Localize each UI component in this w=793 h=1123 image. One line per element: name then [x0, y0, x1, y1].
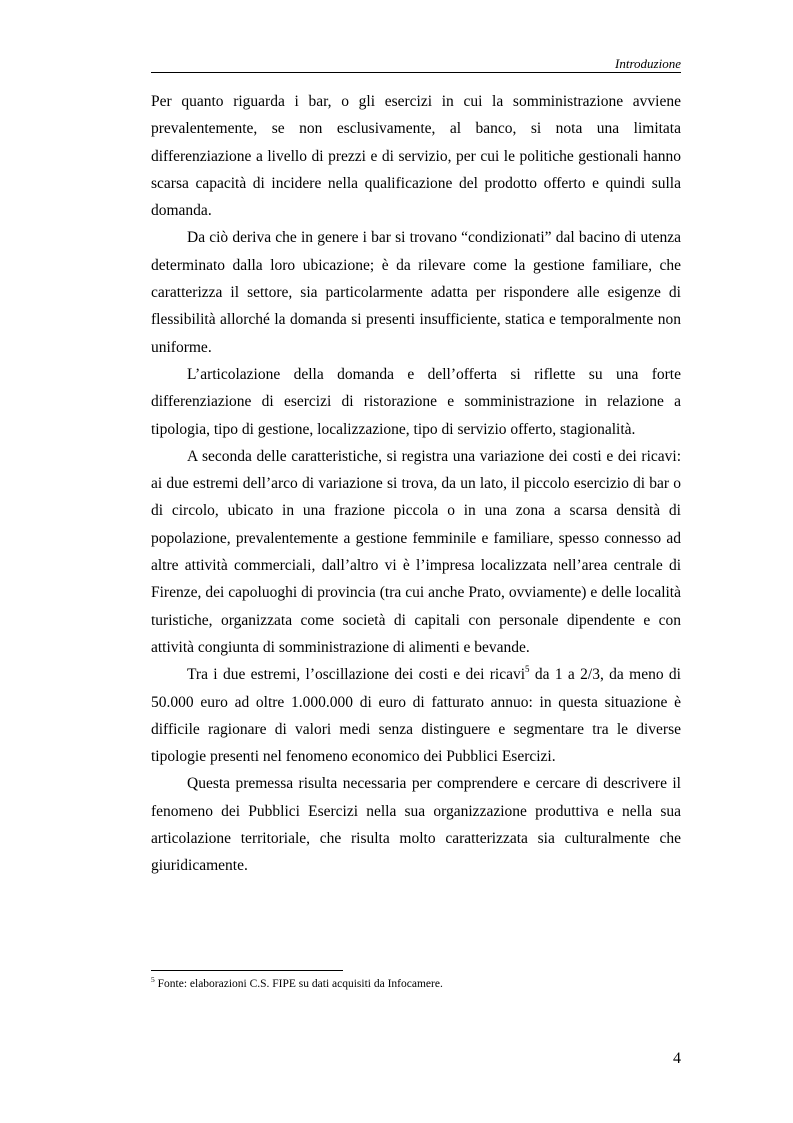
paragraph-4: A seconda delle caratteristiche, si registra una variazione dei costi e dei ricavi: ai due estremi dell’arco di variazione si trova, da un lato, il piccolo esercizio di bar o di circolo, ubicato in una frazione piccola o in una zona a scarsa densità di popolazione, prevalentemente a gestione femminile e familiare, spesso connesso ad altre attività commerciali, dall’altro vi è l’impresa localizzata nell’area centrale di Firenze, dei capoluoghi di provincia (tra cui anche Prato, ovviamente) e delle località turistiche, organizzata come società di capitali con personale dipendente e con attività congiunta di somministrazione di alimenti e bevande.: [151, 447, 681, 656]
footnote-text: Fonte: elaborazioni C.S. FIPE su dati acquisiti da Infocamere.: [154, 978, 443, 990]
header-rule: [151, 72, 681, 73]
footnote-reference[interactable]: 5: [525, 664, 530, 675]
footnote-separator: [151, 970, 343, 971]
paragraph-5: [151, 661, 681, 770]
paragraph-1: Per quanto riguarda i bar, o gli esercizi in cui la somministrazione avviene prevalentemente, se non esclusivamente, al banco, si nota una limitata differenziazione a livello di prezzi e di servizio, per cui le politiche gestionali hanno scarsa capacità di incidere nella qualificazione del prodotto offerto e quindi sulla domanda.: [151, 93, 681, 220]
running-header: Introduzione: [615, 56, 681, 71]
page-number: 4: [673, 1050, 681, 1067]
paragraph-3: L’articolazione della domanda e dell’offerta si riflette su una forte differenziazione di esercizi di ristorazione e somministrazione in relazione a tipologia, tipo di gestione, localizzazione, tipo di servizio offerto, stagionalità.: [151, 365, 681, 438]
paragraph-5-text-after: da 1 a 2/3, da meno di 50.000 euro ad oltre 1.000.000 di euro di fatturato annuo: in questa situazione è difficile ragionare di valori medi senza distinguere e segmentare tra le diverse tipologie presenti nel fenomeno economico dei Pubblici Esercizi.: [151, 666, 681, 766]
paragraph-2: Da ciò deriva che in genere i bar si trovano “condizionati” dal bacino di utenza determinato dalla loro ubicazione; è da rilevare come la gestione familiare, che caratterizza il settore, sia particolarmente adatta per rispondere alle esigenze di flessibilità allorché la domanda si presenti insufficiente, statica e temporalmente non uniforme.: [151, 229, 681, 356]
footnote: [151, 977, 681, 992]
body-text: [151, 88, 681, 880]
paragraph-6: Questa premessa risulta necessaria per comprendere e cercare di descrivere il fenomeno dei Pubblici Esercizi nella sua organizzazione produttiva e nella sua articolazione territoriale, che risulta molto caratterizzata sia culturalmente che giuridicamente.: [151, 775, 681, 875]
paragraph-5-text-before: Tra i due estremi, l’oscillazione dei costi e dei ricavi: [187, 666, 526, 684]
footnote-number: 5: [151, 975, 155, 984]
